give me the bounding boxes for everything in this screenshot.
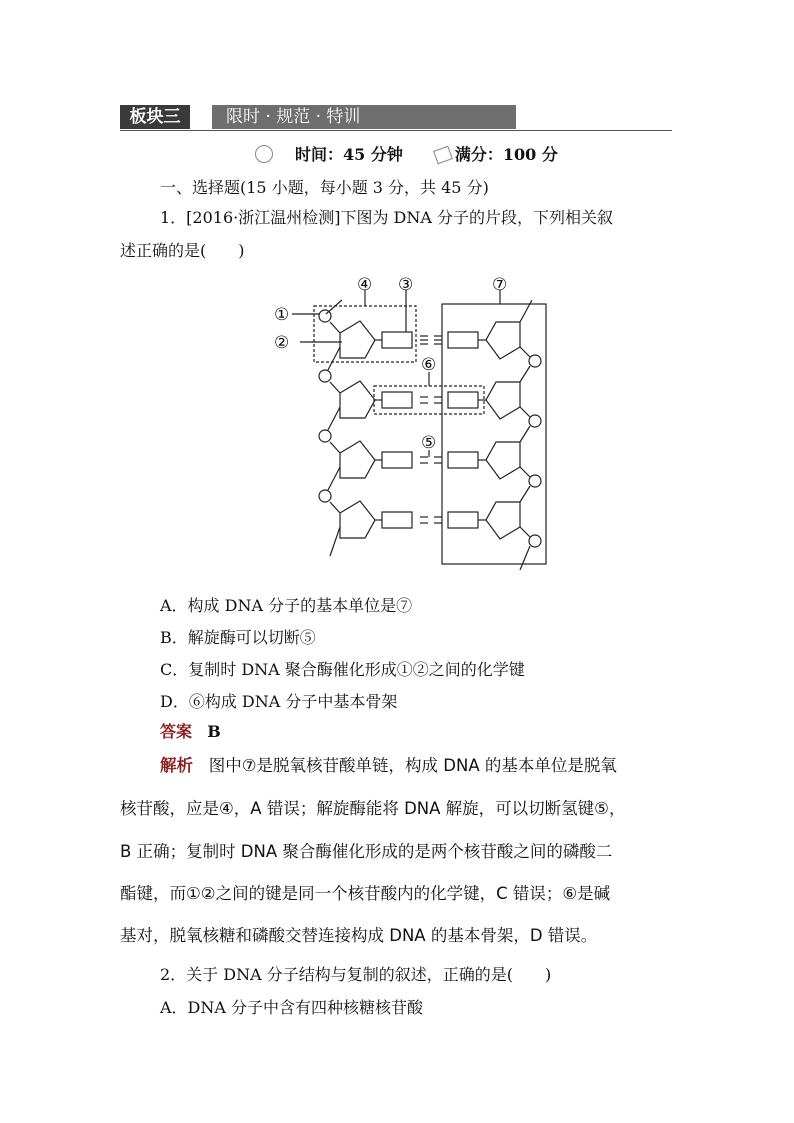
deoxyribose-r4 xyxy=(486,502,520,539)
clock-icon xyxy=(255,145,273,163)
box-4-nucleotide xyxy=(314,306,416,362)
deoxyribose-1 xyxy=(340,321,375,358)
q2-option-a: A．DNA 分子中含有四种核糖核苷酸 xyxy=(160,998,424,1017)
deoxyribose-r3 xyxy=(486,442,520,479)
time-score-row xyxy=(255,142,558,165)
base-right-1 xyxy=(448,332,478,348)
label-6: ⑥ xyxy=(421,355,437,375)
phosphate-1 xyxy=(319,310,331,322)
phosphate-r2 xyxy=(529,415,541,427)
label-2: ② xyxy=(274,333,290,353)
q1-option-d: D．⑥构成 DNA 分子中基本骨架 xyxy=(160,692,398,711)
base-left-3 xyxy=(382,452,412,468)
deoxyribose-2 xyxy=(340,381,375,418)
analysis-line-4: 酯键，而①②之间的键是同一个核苷酸内的化学键，C 错误；⑥是碱 xyxy=(120,884,611,903)
base-right-3 xyxy=(448,452,478,468)
dna-fragment-diagram xyxy=(270,270,560,580)
base-right-4 xyxy=(448,512,478,528)
analysis-line-2: 核苷酸，应是④，A 错误；解旋酶能将 DNA 解旋，可以切断氢键⑤， xyxy=(120,799,626,818)
analysis-line-5: 基对，脱氧核糖和磷酸交替连接构成 DNA 的基本骨架，D 错误。 xyxy=(120,926,598,945)
q1-answer xyxy=(160,719,221,742)
section-heading: 一、选择题(15 小题，每小题 3 分，共 45 分) xyxy=(160,178,489,197)
section-label: 板块三 xyxy=(120,105,190,129)
analysis-line-1 xyxy=(160,752,617,776)
base-left-1 xyxy=(382,332,412,348)
q2-stem: 2．关于 DNA 分子结构与复制的叙述，正确的是( ) xyxy=(160,965,552,984)
phosphate-r1 xyxy=(529,355,541,367)
section-title: 限时 · 规范 · 特训 xyxy=(212,105,516,129)
analysis-line-3: B 正确；复制时 DNA 聚合酶催化形成的是两个核苷酸之间的磷酸二 xyxy=(120,842,613,861)
base-left-4 xyxy=(382,512,412,528)
left-strand-top xyxy=(326,300,342,314)
analysis-text-1: 图中⑦是脱氧核苷酸单链，构成 DNA 的基本单位是脱氧 xyxy=(208,756,617,775)
time-limit: 时间：45 分钟 xyxy=(295,145,403,164)
label-5: ⑤ xyxy=(421,433,437,453)
full-score: 满分：100 分 xyxy=(454,145,558,164)
phosphate-3 xyxy=(319,430,331,442)
q1-option-b: B．解旋酶可以切断⑤ xyxy=(160,628,316,647)
phosphate-4 xyxy=(319,490,331,502)
base-left-2 xyxy=(382,392,412,408)
analysis-label: 解析 xyxy=(160,756,193,775)
q1-option-c: C．复制时 DNA 聚合酶催化形成①②之间的化学键 xyxy=(160,660,525,679)
box-6-base-pair xyxy=(374,386,484,414)
deoxyribose-r2 xyxy=(486,382,520,419)
banner-rule xyxy=(120,130,672,131)
box-7-strand xyxy=(442,304,546,564)
q1-option-a: A．构成 DNA 分子的基本单位是⑦ xyxy=(160,596,413,615)
deoxyribose-r1 xyxy=(486,322,520,359)
base-right-2 xyxy=(448,392,478,408)
paper-icon xyxy=(433,146,453,165)
deoxyribose-3 xyxy=(340,441,375,478)
answer-label: 答案 xyxy=(160,722,193,741)
label-1: ① xyxy=(274,305,290,325)
section-banner xyxy=(120,103,680,131)
phosphate-2 xyxy=(319,370,331,382)
phosphate-r4 xyxy=(529,535,541,547)
deoxyribose-4 xyxy=(340,501,375,538)
q1-stem-line1: 1．[2016·浙江温州检测]下图为 DNA 分子的片段，下列相关叙 xyxy=(160,208,614,227)
label-3: ③ xyxy=(398,275,414,295)
label-7: ⑦ xyxy=(492,275,508,295)
label-4: ④ xyxy=(357,275,373,295)
phosphate-r3 xyxy=(529,475,541,487)
answer-value: B xyxy=(207,722,221,741)
q1-stem-line2: 述正确的是( ) xyxy=(120,241,245,260)
